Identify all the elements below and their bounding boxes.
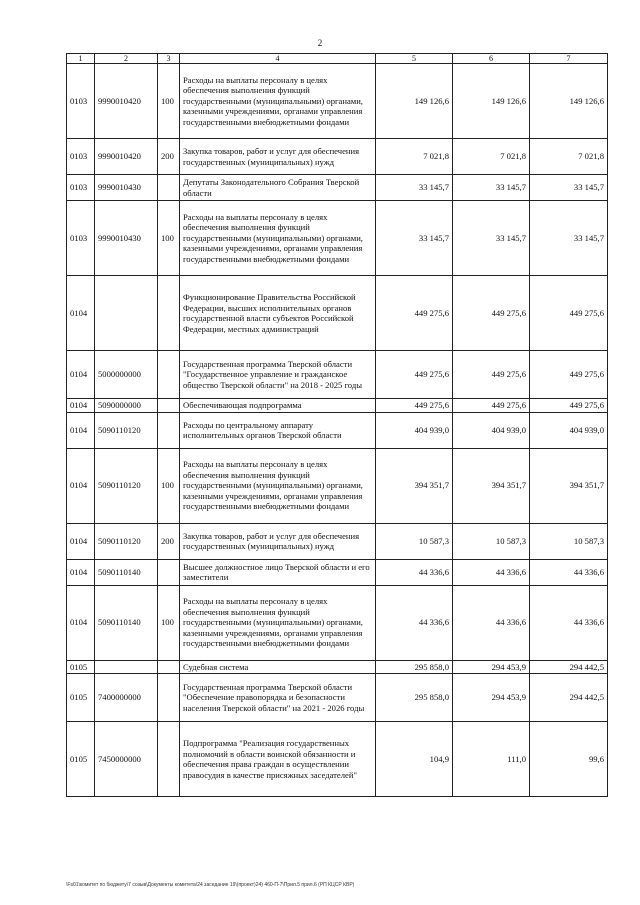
table-cell-value-3: 7 021,8 (530, 139, 608, 175)
table-cell-name: Расходы на выплаты персоналу в целях обеспечения выполнения функций государственными (муниципальными) органами, казенными учреждениями, органами управления государственными внебюджетными фондами (180, 201, 376, 276)
table-cell-value-2: 404 939,0 (453, 412, 530, 448)
table-cell-article: 5090000000 (95, 399, 158, 413)
table-cell-section: 0104 (67, 523, 95, 559)
table-cell-type (158, 722, 180, 797)
table-cell-name: Государственная программа Тверской области "Государственное управление и гражданское общество Тверской области" на 2018 - 2025 годы (180, 351, 376, 399)
table-cell-value-2: 7 021,8 (453, 139, 530, 175)
table-cell-section: 0105 (67, 674, 95, 722)
header-col-4: 4 (180, 54, 376, 64)
table-cell-name: Обеспечивающая подпрограмма (180, 399, 376, 413)
table-cell-section: 0104 (67, 448, 95, 523)
header-col-6: 6 (453, 54, 530, 64)
table-cell-section: 0103 (67, 201, 95, 276)
table-row (67, 448, 608, 523)
table-cell-article: 5090110140 (95, 585, 158, 660)
table-cell-type (158, 412, 180, 448)
table-cell-article: 5090110120 (95, 412, 158, 448)
table-row (67, 412, 608, 448)
table-cell-type: 100 (158, 448, 180, 523)
table-cell-value-1: 404 939,0 (376, 412, 453, 448)
table-cell-value-1: 449 275,6 (376, 276, 453, 351)
table-row (67, 523, 608, 559)
header-col-7: 7 (530, 54, 608, 64)
table-cell-section: 0105 (67, 660, 95, 674)
table-header-row (67, 54, 608, 64)
table-cell-name: Закупка товаров, работ и услуг для обеспечения государственных (муниципальных) нужд (180, 523, 376, 559)
table-cell-value-2: 294 453,9 (453, 660, 530, 674)
table-cell-value-3: 449 275,6 (530, 351, 608, 399)
table-cell-value-2: 449 275,6 (453, 399, 530, 413)
table-cell-type (158, 175, 180, 201)
table-cell-section: 0104 (67, 351, 95, 399)
table-cell-article: 9990010430 (95, 201, 158, 276)
table-cell-section: 0104 (67, 399, 95, 413)
table-cell-name: Подпрограмма "Реализация государственных полномочий в области воинской обязанности и обеспечения права граждан в осуществлении правосудия в качестве присяжных заседателей" (180, 722, 376, 797)
table-cell-value-2: 149 126,6 (453, 64, 530, 139)
header-col-2: 2 (95, 54, 158, 64)
table-cell-type (158, 559, 180, 585)
header-col-1: 1 (67, 54, 95, 64)
table-row (67, 660, 608, 674)
table-cell-article: 9990010420 (95, 64, 158, 139)
table-cell-value-1: 449 275,6 (376, 399, 453, 413)
table-row (67, 585, 608, 660)
table-cell-name: Закупка товаров, работ и услуг для обеспечения государственных (муниципальных) нужд (180, 139, 376, 175)
table-cell-value-2: 44 336,6 (453, 559, 530, 585)
table-cell-value-1: 10 587,3 (376, 523, 453, 559)
table-row (67, 276, 608, 351)
table-cell-value-3: 44 336,6 (530, 559, 608, 585)
header-col-3: 3 (158, 54, 180, 64)
table-cell-value-2: 111,0 (453, 722, 530, 797)
table-cell-article: 9990010430 (95, 175, 158, 201)
table-cell-section: 0103 (67, 64, 95, 139)
table-cell-value-3: 294 442,5 (530, 674, 608, 722)
table-cell-value-1: 44 336,6 (376, 585, 453, 660)
table-cell-value-1: 33 145,7 (376, 201, 453, 276)
table-cell-value-3: 404 939,0 (530, 412, 608, 448)
table-cell-value-2: 294 453,9 (453, 674, 530, 722)
table-cell-value-2: 33 145,7 (453, 201, 530, 276)
table-row (67, 64, 608, 139)
table-cell-value-3: 394 351,7 (530, 448, 608, 523)
table-cell-value-2: 449 275,6 (453, 351, 530, 399)
table-cell-section: 0104 (67, 585, 95, 660)
table-cell-value-3: 33 145,7 (530, 201, 608, 276)
table-cell-value-2: 10 587,3 (453, 523, 530, 559)
table-cell-value-3: 44 336,6 (530, 585, 608, 660)
table-cell-section: 0103 (67, 139, 95, 175)
table-cell-section: 0105 (67, 722, 95, 797)
table-cell-section: 0104 (67, 276, 95, 351)
table-cell-name: Государственная программа Тверской области "Обеспечение правопорядка и безопасности населения Тверской области" на 2021 - 2026 годы (180, 674, 376, 722)
table-cell-value-3: 33 145,7 (530, 175, 608, 201)
table-cell-article: 5090110120 (95, 523, 158, 559)
table-row (67, 351, 608, 399)
table-cell-article: 5000000000 (95, 351, 158, 399)
table-cell-value-2: 44 336,6 (453, 585, 530, 660)
table-cell-value-1: 449 275,6 (376, 351, 453, 399)
table-cell-value-3: 449 275,6 (530, 399, 608, 413)
table-row (67, 559, 608, 585)
table-cell-type: 100 (158, 64, 180, 139)
table-cell-value-3: 99,6 (530, 722, 608, 797)
table-cell-name: Судебная система (180, 660, 376, 674)
table-cell-value-3: 10 587,3 (530, 523, 608, 559)
table-cell-section: 0104 (67, 412, 95, 448)
table-row (67, 175, 608, 201)
table-cell-value-1: 7 021,8 (376, 139, 453, 175)
table-cell-value-1: 149 126,6 (376, 64, 453, 139)
table-cell-type: 200 (158, 139, 180, 175)
table-cell-value-3: 149 126,6 (530, 64, 608, 139)
table-cell-section: 0103 (67, 175, 95, 201)
table-cell-article: 7450000000 (95, 722, 158, 797)
table-cell-name: Расходы на выплаты персоналу в целях обеспечения выполнения функций государственными (муниципальными) органами, казенными учреждениями, органами управления государственными внебюджетными фондами (180, 448, 376, 523)
table-cell-value-3: 449 275,6 (530, 276, 608, 351)
table-cell-value-1: 295 858,0 (376, 660, 453, 674)
table-cell-article (95, 276, 158, 351)
table-cell-value-1: 394 351,7 (376, 448, 453, 523)
table-cell-article: 9990010420 (95, 139, 158, 175)
table-cell-value-2: 394 351,7 (453, 448, 530, 523)
table-cell-name: Функционирование Правительства Российской Федерации, высших исполнительных органов государственной власти субъектов Российской Федерации, местных администраций (180, 276, 376, 351)
table-cell-article: 7400000000 (95, 674, 158, 722)
table-row (67, 139, 608, 175)
budget-table (66, 53, 608, 797)
table-cell-name: Расходы на выплаты персоналу в целях обеспечения выполнения функций государственными (муниципальными) органами, казенными учреждениями, органами управления государственными внебюджетными фондами (180, 64, 376, 139)
table-cell-name: Расходы по центральному аппарату исполнительных органов Тверской области (180, 412, 376, 448)
table-cell-name: Расходы на выплаты персоналу в целях обеспечения выполнения функций государственными (муниципальными) органами, казенными учреждениями, органами управления государственными внебюджетными фондами (180, 585, 376, 660)
table-cell-type (158, 351, 180, 399)
table-cell-article: 5090110120 (95, 448, 158, 523)
table-cell-name: Депутаты Законодательного Собрания Тверской области (180, 175, 376, 201)
table-cell-value-3: 294 442,5 (530, 660, 608, 674)
table-cell-value-2: 33 145,7 (453, 175, 530, 201)
table-cell-name: Высшее должностное лицо Тверской области и его заместители (180, 559, 376, 585)
footer-path: \Fs01\комитет по бюджету\7 созыв\Документы комитета\24 заседание 19\(проект)24) 460-П-7\Прил.5 прил.6 (РП КЦСР КВР) (66, 882, 355, 888)
table-row (67, 722, 608, 797)
table-row (67, 201, 608, 276)
table-cell-type: 100 (158, 585, 180, 660)
table-cell-article (95, 660, 158, 674)
table-cell-value-1: 44 336,6 (376, 559, 453, 585)
table-cell-type: 200 (158, 523, 180, 559)
table-cell-type: 100 (158, 201, 180, 276)
page-number: 2 (317, 38, 323, 48)
table-cell-value-1: 104,9 (376, 722, 453, 797)
table-cell-type (158, 399, 180, 413)
table-cell-type (158, 660, 180, 674)
table-cell-value-1: 295 858,0 (376, 674, 453, 722)
table-row (67, 399, 608, 413)
table-cell-article: 5090110140 (95, 559, 158, 585)
table-cell-value-2: 449 275,6 (453, 276, 530, 351)
table-row (67, 674, 608, 722)
table-cell-type (158, 276, 180, 351)
table-cell-value-1: 33 145,7 (376, 175, 453, 201)
table-cell-type (158, 674, 180, 722)
table-cell-section: 0104 (67, 559, 95, 585)
header-col-5: 5 (376, 54, 453, 64)
